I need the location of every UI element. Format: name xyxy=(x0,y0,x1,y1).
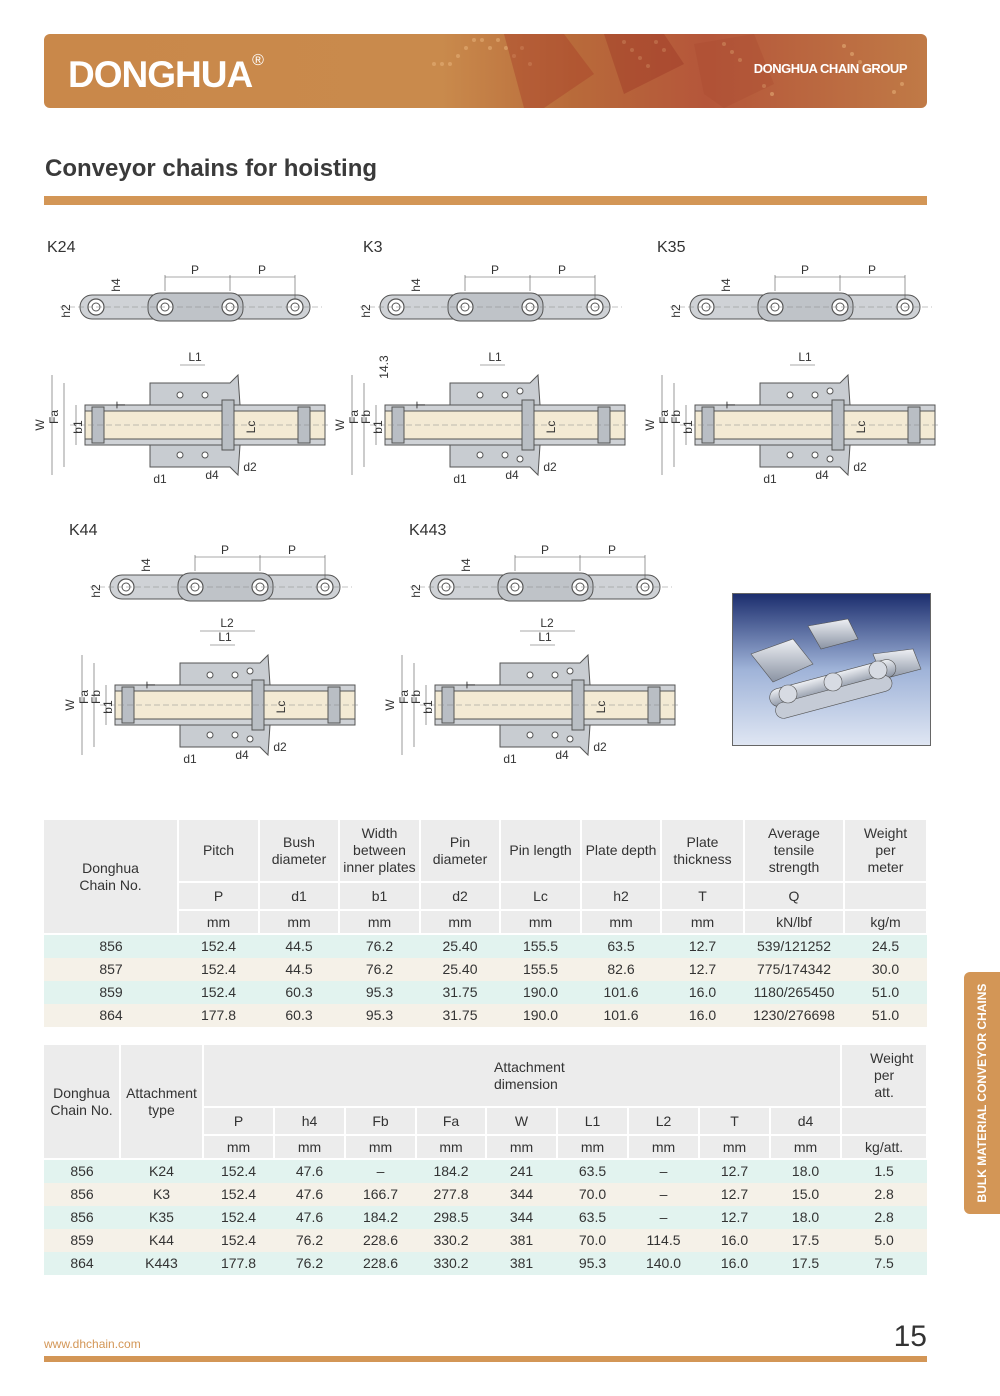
col-unit: mm xyxy=(661,910,744,934)
dim-label-W: W xyxy=(63,699,77,711)
table-cell: 177.8 xyxy=(203,1252,274,1275)
dim-label-L2: L2 xyxy=(220,616,234,630)
table-cell: 70.0 xyxy=(557,1229,628,1252)
bolt-hole xyxy=(477,392,483,398)
attachment-table xyxy=(44,1045,928,1275)
table-cell: 60.3 xyxy=(259,981,339,1004)
top-view-plate xyxy=(85,439,325,445)
table-cell: 856 xyxy=(44,1206,120,1229)
bolt-hole xyxy=(247,736,253,742)
dim-label-d1: d1 xyxy=(453,472,467,486)
table-cell: 856 xyxy=(44,1183,120,1206)
table-cell: 856 xyxy=(44,1159,120,1183)
dim-label-T: T xyxy=(144,681,158,689)
chain-drawing-k3 xyxy=(330,255,640,490)
group-name: DONGHUA CHAIN GROUP xyxy=(753,61,907,76)
table-cell: K3 xyxy=(120,1183,203,1206)
bolt-hole xyxy=(502,452,508,458)
top-view-plate xyxy=(695,439,935,445)
table-cell: 12.7 xyxy=(699,1159,770,1183)
dim-label-L1: L1 xyxy=(488,350,502,364)
dim-label-h2: h2 xyxy=(359,304,373,318)
table-row xyxy=(44,1206,927,1229)
col-unit: mm xyxy=(628,1135,699,1159)
diagram-label-k24: K24 xyxy=(47,239,76,256)
dim-label-Fa: Fa xyxy=(657,409,671,425)
dim-label-b1: b1 xyxy=(681,420,695,434)
section-side-tab xyxy=(964,972,1000,1214)
dim-label-d1: d1 xyxy=(183,752,197,766)
col-symbol: h4 xyxy=(274,1107,345,1135)
bolt-hole xyxy=(552,732,558,738)
bolt-hole xyxy=(787,452,793,458)
bolt-hole xyxy=(207,672,213,678)
col-unit: kN/lbf xyxy=(744,910,844,934)
bolt-hole xyxy=(517,388,523,394)
dim-label-Fa: Fa xyxy=(77,689,91,705)
bolt-hole xyxy=(477,452,483,458)
dim-label-b1: b1 xyxy=(101,700,115,714)
diagram-label-k443: K443 xyxy=(409,522,447,539)
dim-label-h4: h4 xyxy=(409,278,423,292)
dim-label-d2: d2 xyxy=(593,740,607,754)
col-symbol: d2 xyxy=(420,882,500,910)
col-unit: mm xyxy=(345,1135,416,1159)
dim-label-Fb: Fb xyxy=(359,409,373,425)
dim-label-P: P xyxy=(190,263,200,277)
table-cell: 184.2 xyxy=(416,1159,486,1183)
table-row xyxy=(44,1004,927,1027)
dim-label-L1: L1 xyxy=(538,630,552,644)
table-cell: 31.75 xyxy=(420,1004,500,1027)
dim-label-P: P xyxy=(540,543,550,557)
chain-no-header: Donghua Chain No. xyxy=(44,1045,120,1159)
table-cell: 16.0 xyxy=(661,981,744,1004)
table-cell: 95.3 xyxy=(339,981,420,1004)
col-unit: mm xyxy=(581,910,661,934)
dim-label-d2: d2 xyxy=(243,460,257,474)
table-cell: 51.0 xyxy=(844,981,927,1004)
table-cell: – xyxy=(628,1159,699,1183)
table-cell: 856 xyxy=(44,934,178,958)
table-cell: 298.5 xyxy=(416,1206,486,1229)
bolt-hole xyxy=(232,672,238,678)
dim-label-W: W xyxy=(333,419,347,431)
table-cell: 381 xyxy=(486,1252,557,1275)
chain-drawing-k443 xyxy=(380,535,690,770)
table-cell: – xyxy=(345,1159,416,1183)
dim-label-T: T xyxy=(464,681,478,689)
table-cell: 47.6 xyxy=(274,1206,345,1229)
dim-label-b1: b1 xyxy=(371,420,385,434)
top-view-plate xyxy=(115,719,355,725)
dim-label-T: T xyxy=(414,401,428,409)
col-symbol: P xyxy=(178,882,259,910)
bolt-hole xyxy=(207,732,213,738)
dim-label-d4: d4 xyxy=(555,748,569,762)
col-symbol: Fb xyxy=(345,1107,416,1135)
table-cell: 18.0 xyxy=(770,1159,841,1183)
table-cell: 101.6 xyxy=(581,981,661,1004)
dim-label-h2: h2 xyxy=(669,304,683,318)
dim-label-T: T xyxy=(114,401,128,409)
table-cell: 152.4 xyxy=(203,1206,274,1229)
bolt-hole xyxy=(247,668,253,674)
bolt-hole xyxy=(567,668,573,674)
table-cell: 12.7 xyxy=(661,934,744,958)
col-symbol xyxy=(841,1107,927,1135)
table-cell: 63.5 xyxy=(557,1159,628,1183)
col-symbol: d4 xyxy=(770,1107,841,1135)
top-view-plate xyxy=(435,719,675,725)
table-cell: 17.5 xyxy=(770,1252,841,1275)
col-header: Pin length xyxy=(500,820,581,882)
table-cell: 44.5 xyxy=(259,958,339,981)
dim-label-T: T xyxy=(724,401,738,409)
bolt-hole xyxy=(812,452,818,458)
dim-label-P: P xyxy=(490,263,500,277)
top-view-plate xyxy=(385,439,625,445)
table-cell: 63.5 xyxy=(557,1206,628,1229)
table-cell: 155.5 xyxy=(500,958,581,981)
table-row xyxy=(44,934,927,958)
dim-label-Lc: Lc xyxy=(274,700,288,714)
col-unit: kg/att. xyxy=(841,1135,927,1159)
col-unit: mm xyxy=(420,910,500,934)
table-cell: 190.0 xyxy=(500,1004,581,1027)
bolt-hole xyxy=(502,392,508,398)
dim-label-Lc: Lc xyxy=(594,700,608,714)
dim-label-Fa: Fa xyxy=(347,409,361,425)
col-symbol: T xyxy=(699,1107,770,1135)
footer-url[interactable]: www.dhchain.com xyxy=(44,1337,141,1351)
chain-spec-table xyxy=(44,820,928,1027)
table-cell: 152.4 xyxy=(203,1183,274,1206)
table-cell: 857 xyxy=(44,958,178,981)
dim-label-Fb: Fb xyxy=(89,689,103,705)
col-symbol: Q xyxy=(744,882,844,910)
dim-label-L1: L1 xyxy=(798,350,812,364)
col-unit: mm xyxy=(699,1135,770,1159)
dim-label-b1: b1 xyxy=(421,700,435,714)
table-cell: 114.5 xyxy=(628,1229,699,1252)
col-unit: mm xyxy=(557,1135,628,1159)
table-cell: 330.2 xyxy=(416,1229,486,1252)
col-header: Pitch xyxy=(178,820,259,882)
table-row xyxy=(44,958,927,981)
dim-label-d1: d1 xyxy=(153,472,167,486)
diagram-label-k35: K35 xyxy=(657,239,686,256)
table-cell: 864 xyxy=(44,1004,178,1027)
table-cell: 228.6 xyxy=(345,1252,416,1275)
bolt-hole xyxy=(827,388,833,394)
table-cell: 12.7 xyxy=(699,1183,770,1206)
dim-label-d2: d2 xyxy=(543,460,557,474)
diagram-label-k3: K3 xyxy=(363,239,383,256)
table-cell: 241 xyxy=(486,1159,557,1183)
table-cell: 30.0 xyxy=(844,958,927,981)
table-cell: 859 xyxy=(44,981,178,1004)
dim-label-d4: d4 xyxy=(205,468,219,482)
col-unit: mm xyxy=(500,910,581,934)
table-row xyxy=(44,981,927,1004)
table-cell: 1230/276698 xyxy=(744,1004,844,1027)
title-rule xyxy=(44,196,927,205)
table-cell: 12.7 xyxy=(699,1206,770,1229)
bolt-hole xyxy=(812,392,818,398)
dim-label-P: P xyxy=(257,263,267,277)
table-cell: 177.8 xyxy=(178,1004,259,1027)
col-unit: kg/m xyxy=(844,910,927,934)
table-cell: 152.4 xyxy=(178,981,259,1004)
brand-logo: DONGHUA® xyxy=(68,52,263,95)
dim-label-L1: L1 xyxy=(188,350,202,364)
table-cell: 859 xyxy=(44,1229,120,1252)
col-symbol: Fa xyxy=(416,1107,486,1135)
table-cell: 25.40 xyxy=(420,958,500,981)
table-cell: 184.2 xyxy=(345,1206,416,1229)
bolt-hole xyxy=(202,452,208,458)
col-header: Bush diameter xyxy=(259,820,339,882)
bolt-hole xyxy=(567,736,573,742)
dim-label-Fb: Fb xyxy=(409,689,423,705)
dim-label-Lc: Lc xyxy=(244,420,258,434)
footer-rule xyxy=(44,1356,927,1362)
col-symbol: Lc xyxy=(500,882,581,910)
table-cell: 24.5 xyxy=(844,934,927,958)
table-cell: 381 xyxy=(486,1229,557,1252)
page-title: Conveyor chains for hoisting xyxy=(45,155,378,182)
dim-label-d2: d2 xyxy=(273,740,287,754)
table-cell: 2.8 xyxy=(841,1206,927,1229)
chain-drawing-k44 xyxy=(60,535,370,770)
col-symbol xyxy=(844,882,927,910)
dim-label-h4: h4 xyxy=(459,558,473,572)
table-cell: 47.6 xyxy=(274,1159,345,1183)
col-header: Plate thickness xyxy=(661,820,744,882)
col-symbol: b1 xyxy=(339,882,420,910)
col-unit: mm xyxy=(770,1135,841,1159)
table-row xyxy=(44,1159,927,1183)
col-header: Weight per meter xyxy=(844,820,927,882)
col-unit: mm xyxy=(203,1135,274,1159)
table-cell: 344 xyxy=(486,1183,557,1206)
dim-label-L2: L2 xyxy=(540,616,554,630)
table-cell: 25.40 xyxy=(420,934,500,958)
col-symbol: T xyxy=(661,882,744,910)
col-unit: mm xyxy=(178,910,259,934)
diagram-label-k44: K44 xyxy=(69,522,98,539)
table-cell: 16.0 xyxy=(699,1229,770,1252)
dim-label-P: P xyxy=(867,263,877,277)
attachment-type-header: Attachment type xyxy=(120,1045,203,1159)
table-cell: 12.7 xyxy=(661,958,744,981)
attachment-dimension-header: Attachment dimension xyxy=(203,1045,841,1107)
dim-label-d2: d2 xyxy=(853,460,867,474)
col-symbol: d1 xyxy=(259,882,339,910)
col-header: Plate depth xyxy=(581,820,661,882)
dim-label-h2: h2 xyxy=(89,584,103,598)
table-cell: 95.3 xyxy=(557,1252,628,1275)
table-cell: 166.7 xyxy=(345,1183,416,1206)
dim-label-b1: b1 xyxy=(71,420,85,434)
side-tab-label: BULK MATERIAL CONVEYOR CHAINS xyxy=(975,983,989,1203)
chain-drawing-k35 xyxy=(640,255,940,490)
dim-label-h4: h4 xyxy=(109,278,123,292)
table-cell: 775/174342 xyxy=(744,958,844,981)
col-symbol: L2 xyxy=(628,1107,699,1135)
chain-photo xyxy=(732,593,931,746)
table-cell: 152.4 xyxy=(203,1159,274,1183)
col-symbol: W xyxy=(486,1107,557,1135)
table-cell: 76.2 xyxy=(339,934,420,958)
table-cell: 1180/265450 xyxy=(744,981,844,1004)
dim-label-W: W xyxy=(33,419,47,431)
table-cell: K44 xyxy=(120,1229,203,1252)
dim-label-P: P xyxy=(557,263,567,277)
header-banner xyxy=(44,34,927,108)
dim-label-P: P xyxy=(607,543,617,557)
table-cell: K35 xyxy=(120,1206,203,1229)
dim-label-L1: L1 xyxy=(218,630,232,644)
table-cell: – xyxy=(628,1206,699,1229)
table-cell: 140.0 xyxy=(628,1252,699,1275)
bolt-hole xyxy=(517,456,523,462)
table-cell: 864 xyxy=(44,1252,120,1275)
table-cell: 44.5 xyxy=(259,934,339,958)
table-cell: 152.4 xyxy=(203,1229,274,1252)
col-symbol: L1 xyxy=(557,1107,628,1135)
col-unit: mm xyxy=(486,1135,557,1159)
chain-no-header: Donghua Chain No. xyxy=(44,820,178,934)
table-cell: K443 xyxy=(120,1252,203,1275)
bolt-hole xyxy=(552,672,558,678)
table-cell: 17.5 xyxy=(770,1229,841,1252)
dim-label-W: W xyxy=(643,419,657,431)
dim-label-Fa: Fa xyxy=(47,409,61,425)
dim-label-Lc: Lc xyxy=(544,420,558,434)
table-cell: 70.0 xyxy=(557,1183,628,1206)
dim-label-h2: h2 xyxy=(59,304,73,318)
dim-label-Fb: Fb xyxy=(669,409,683,425)
dim-label-h4: h4 xyxy=(719,278,733,292)
weight-att-header: Weight per att. xyxy=(841,1045,927,1107)
bolt-hole xyxy=(177,392,183,398)
table-cell: 2.8 xyxy=(841,1183,927,1206)
table-cell: 16.0 xyxy=(699,1252,770,1275)
table-cell: 76.2 xyxy=(274,1229,345,1252)
table-cell: 95.3 xyxy=(339,1004,420,1027)
table-cell: 1.5 xyxy=(841,1159,927,1183)
dim-label-h2: h2 xyxy=(409,584,423,598)
table-cell: 15.0 xyxy=(770,1183,841,1206)
dim-label-d4: d4 xyxy=(505,468,519,482)
table-cell: 330.2 xyxy=(416,1252,486,1275)
dim-label-d4: d4 xyxy=(815,468,829,482)
bolt-hole xyxy=(232,732,238,738)
table-cell: K24 xyxy=(120,1159,203,1183)
table-cell: 155.5 xyxy=(500,934,581,958)
chain-drawing-k24 xyxy=(30,255,330,490)
table-cell: 277.8 xyxy=(416,1183,486,1206)
table-cell: 76.2 xyxy=(339,958,420,981)
col-unit: mm xyxy=(339,910,420,934)
table-cell: 82.6 xyxy=(581,958,661,981)
table-cell: 47.6 xyxy=(274,1183,345,1206)
table-cell: 101.6 xyxy=(581,1004,661,1027)
table-cell: 76.2 xyxy=(274,1252,345,1275)
col-unit: mm xyxy=(259,910,339,934)
bolt-hole xyxy=(202,392,208,398)
col-symbol: P xyxy=(203,1107,274,1135)
dim-label-Lc: Lc xyxy=(854,420,868,434)
table-cell: 7.5 xyxy=(841,1252,927,1275)
dim-label-Fa: Fa xyxy=(397,689,411,705)
dim-label-P: P xyxy=(287,543,297,557)
col-header: Average tensile strength xyxy=(744,820,844,882)
table-cell: 152.4 xyxy=(178,958,259,981)
bolt-hole xyxy=(527,732,533,738)
dim-label-d4: d4 xyxy=(235,748,249,762)
dim-label-P: P xyxy=(800,263,810,277)
dim-label-P: P xyxy=(220,543,230,557)
bolt-hole xyxy=(177,452,183,458)
bolt-hole xyxy=(787,392,793,398)
col-unit: mm xyxy=(274,1135,345,1159)
table-cell: 51.0 xyxy=(844,1004,927,1027)
dim-label-k3_dim: 14.3 xyxy=(377,355,391,379)
table-row xyxy=(44,1183,927,1206)
page-number: 15 xyxy=(893,1320,927,1353)
table-cell: 228.6 xyxy=(345,1229,416,1252)
col-symbol: h2 xyxy=(581,882,661,910)
table-cell: 60.3 xyxy=(259,1004,339,1027)
col-header: Pin diameter xyxy=(420,820,500,882)
table-row xyxy=(44,1252,927,1275)
table-cell: 539/121252 xyxy=(744,934,844,958)
table-row xyxy=(44,1229,927,1252)
col-header: Width between inner plates xyxy=(339,820,420,882)
table-cell: 63.5 xyxy=(581,934,661,958)
dim-label-d1: d1 xyxy=(503,752,517,766)
bolt-hole xyxy=(527,672,533,678)
dim-label-d1: d1 xyxy=(763,472,777,486)
table-cell: 344 xyxy=(486,1206,557,1229)
dim-label-h4: h4 xyxy=(139,558,153,572)
table-cell: 152.4 xyxy=(178,934,259,958)
table-cell: 5.0 xyxy=(841,1229,927,1252)
dim-label-W: W xyxy=(383,699,397,711)
table-cell: 31.75 xyxy=(420,981,500,1004)
table-cell: 16.0 xyxy=(661,1004,744,1027)
col-unit: mm xyxy=(416,1135,486,1159)
bolt-hole xyxy=(827,456,833,462)
table-cell: 190.0 xyxy=(500,981,581,1004)
table-cell: 18.0 xyxy=(770,1206,841,1229)
table-cell: – xyxy=(628,1183,699,1206)
